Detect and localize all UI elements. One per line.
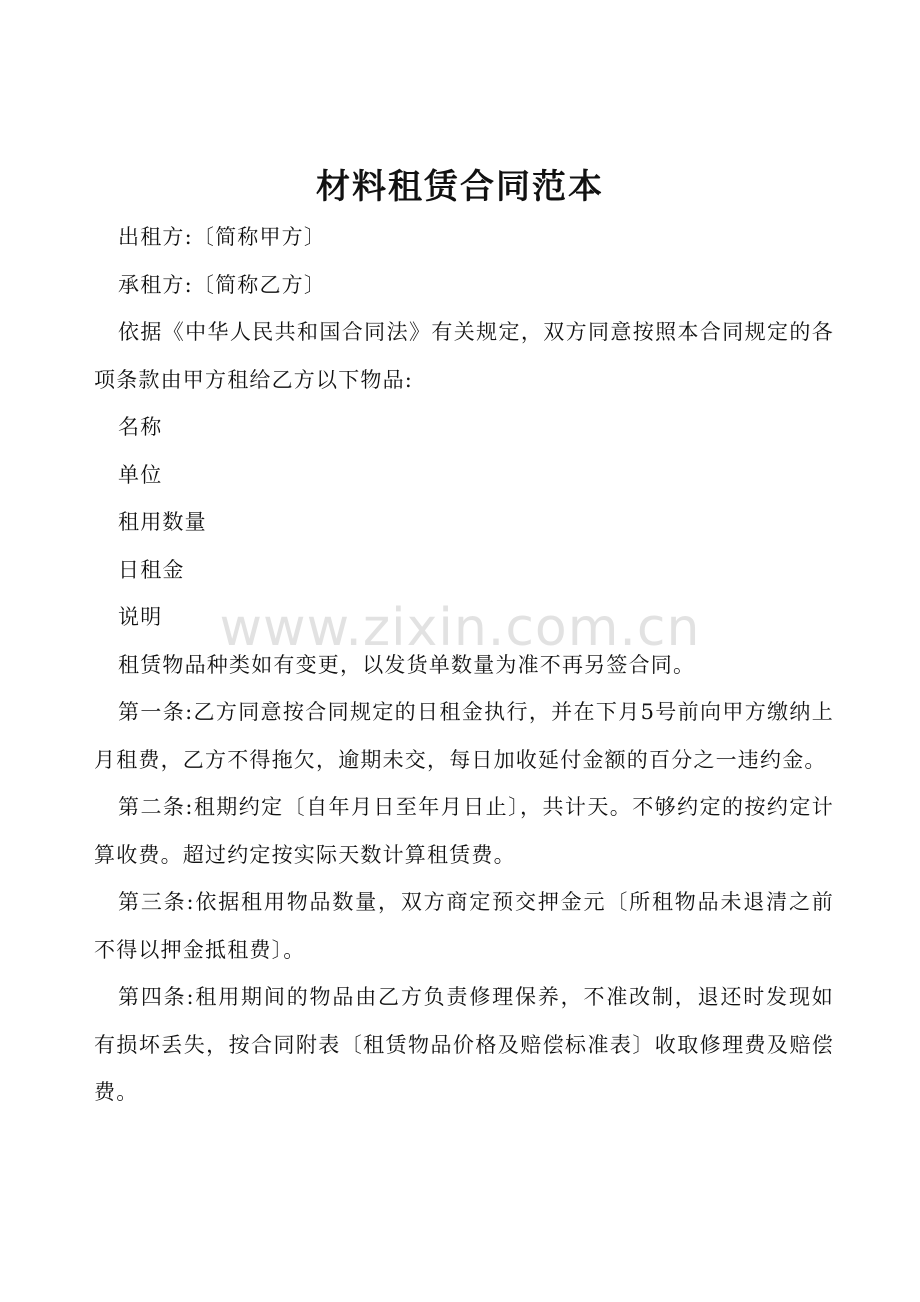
paragraph-lessor: 出租方:〔简称甲方〕 <box>118 225 327 249</box>
item-field-daily-rent: 日租金 <box>118 557 185 582</box>
clause-four: 第四条:租用期间的物品由乙方负责修理保养，不准改制，退还时发现如有损坏丢失，按合同附表〔租赁物品价格及赔偿标准表〕收取修理费及赔偿费。 <box>94 985 834 1104</box>
paragraph-variation: 租赁物品种类如有变更，以发货单数量为准不再另签合同。 <box>118 652 696 677</box>
item-field-unit: 单位 <box>118 462 163 487</box>
item-field-name: 名称 <box>118 415 163 439</box>
item-field-notes: 说明 <box>118 605 163 629</box>
clause-three: 第三条:依据租用物品数量，双方商定预交押金元〔所租物品未退清之前不得以押金抵租费〕。 <box>94 890 834 962</box>
document-title: 材料租赁合同范本 <box>316 167 604 207</box>
item-field-quantity: 租用数量 <box>118 510 207 534</box>
document-body <box>94 214 834 1117</box>
clause-one: 第一条:乙方同意按合同规定的日租金执行，并在下月5号前向甲方缴纳上月租费，乙方不得拖欠，逾期未交，每日加收延付金额的百分之一违约金。 <box>94 700 834 772</box>
site-watermark: www.zixin.com.cn <box>219 598 701 658</box>
paragraph-basis: 依据《中华人民共和国合同法》有关规定，双方同意按照本合同规定的各项条款由甲方租给乙方以下物品: <box>94 320 834 392</box>
clause-two: 第二条:租期约定〔自年月日至年月日止〕，共计天。不够约定的按约定计算收费。超过约定按实际天数计算租赁费。 <box>94 795 834 867</box>
paragraph-lessee: 承租方:〔简称乙方〕 <box>118 272 327 297</box>
